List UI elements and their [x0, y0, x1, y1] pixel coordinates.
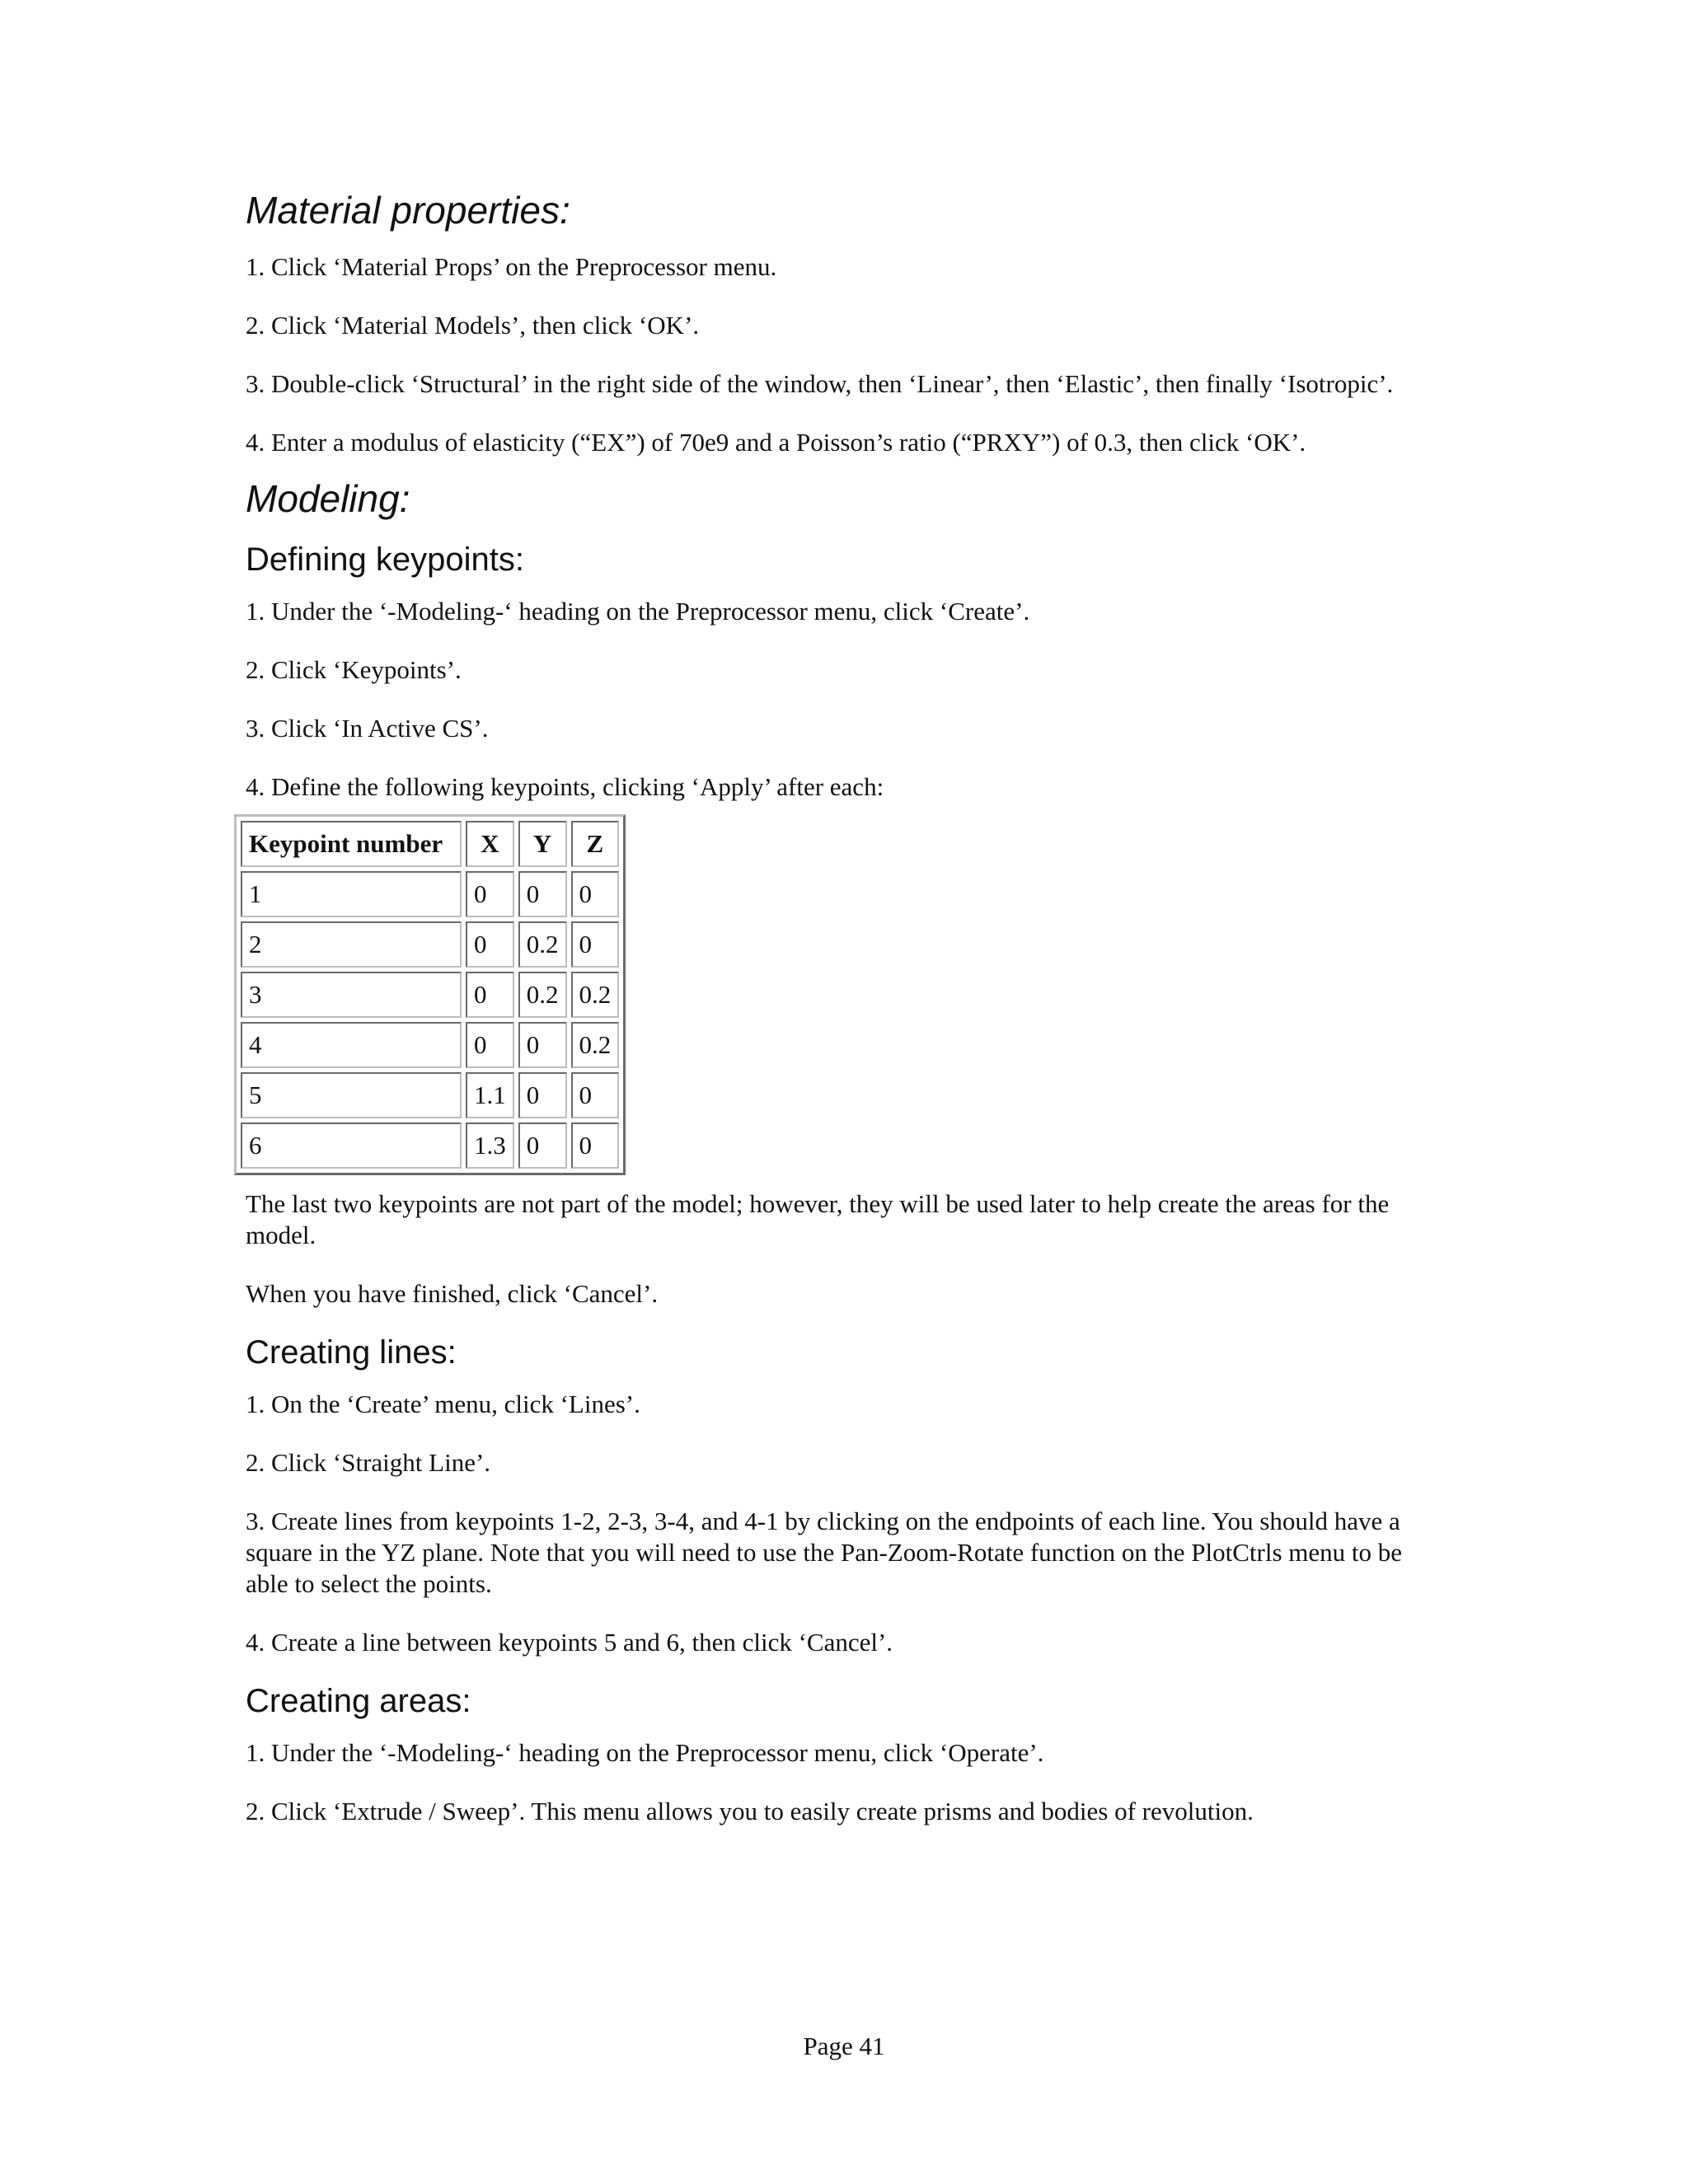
table-cell: 6: [241, 1122, 462, 1169]
table-cell: 4: [241, 1022, 462, 1068]
table-cell: 0: [571, 921, 620, 968]
material-step-1: 1. Click ‘Material Props’ on the Preprocessor menu.: [246, 252, 777, 282]
table-cell: 0.2: [518, 921, 567, 968]
keypoints-note: The last two keypoints are not part of the model; however, they will be used later to help create the areas for the model.: [246, 1189, 1390, 1250]
areas-step-2: 2. Click ‘Extrude / Sweep’. This menu allows you to easily create prisms and bodies of revolution.: [246, 1797, 1254, 1826]
table-cell: 1: [241, 871, 462, 917]
material-step-4: 4. Enter a modulus of elasticity (“EX”) of 70e9 and a Poisson’s ratio (“PRXY”) of 0.3, then click ‘OK’.: [246, 428, 1306, 457]
table-cell: 0: [518, 1122, 567, 1169]
lines-step-4: 4. Create a line between keypoints 5 and 6, then click ‘Cancel’.: [246, 1628, 893, 1657]
table-row: [241, 1072, 619, 1118]
table-cell: 0: [466, 972, 514, 1018]
table-row: [241, 921, 619, 968]
table-cell: 5: [241, 1072, 462, 1118]
table-header-z: Z: [571, 821, 620, 867]
table-cell: 0: [518, 871, 567, 917]
material-step-2: 2. Click ‘Material Models’, then click ‘OK’.: [246, 311, 700, 340]
material-step-3: 3. Double-click ‘Structural’ in the right side of the window, then ‘Linear’, then ‘Elastic’, then finally ‘Isotropic’.: [246, 369, 1394, 399]
table-row: [241, 1022, 619, 1068]
table-cell: 0.2: [518, 972, 567, 1018]
lines-step-2: 2. Click ‘Straight Line’.: [246, 1448, 491, 1478]
table-cell: 0: [571, 1122, 620, 1169]
table-cell: 0: [518, 1072, 567, 1118]
table-cell: 0: [466, 871, 514, 917]
keypoints-table: [234, 814, 626, 1175]
keypoints-step-4: 4. Define the following keypoints, clicking ‘Apply’ after each:: [246, 772, 884, 802]
table-cell: 0: [571, 871, 620, 917]
page-content: [246, 188, 1449, 1854]
table-header-y: Y: [518, 821, 567, 867]
table-row: [241, 1122, 619, 1169]
table-cell: 2: [241, 921, 462, 968]
table-cell: 1.3: [466, 1122, 514, 1169]
keypoints-step-2: 2. Click ‘Keypoints’.: [246, 655, 462, 685]
table-row: [241, 972, 619, 1018]
table-cell: 0.2: [571, 1022, 620, 1068]
heading-modeling: Modeling:: [246, 477, 410, 521]
table-cell: 0: [518, 1022, 567, 1068]
areas-step-1: 1. Under the ‘-Modeling-‘ heading on the Preprocessor menu, click ‘Operate’.: [246, 1738, 1044, 1768]
keypoints-step-1: 1. Under the ‘-Modeling-‘ heading on the Preprocessor menu, click ‘Create’.: [246, 597, 1030, 626]
table-cell: 3: [241, 972, 462, 1018]
heading-creating-lines: Creating lines:: [246, 1334, 457, 1371]
table-cell: 1.1: [466, 1072, 514, 1118]
lines-step-3: 3. Create lines from keypoints 1-2, 2-3, 3-4, and 4-1 by clicking on the endpoints of each line. You should have a square in the YZ plane. Note that you will need to use the Pan-Zoom-Rotate function on the PlotCtrls menu to be able to select the points.: [246, 1507, 1403, 1599]
table-row: [241, 871, 619, 917]
heading-defining-keypoints: Defining keypoints:: [246, 541, 524, 579]
table-header-keypoint-number: Keypoint number: [241, 821, 462, 867]
heading-material-properties: Material properties:: [246, 189, 570, 232]
table-header-x: X: [466, 821, 514, 867]
table-cell: 0: [466, 921, 514, 968]
keypoints-finish: When you have finished, click ‘Cancel’.: [246, 1279, 659, 1309]
keypoints-step-3: 3. Click ‘In Active CS’.: [246, 714, 489, 743]
page-number: Page 41: [803, 2032, 885, 2060]
table-cell: 0.2: [571, 972, 620, 1018]
heading-creating-areas: Creating areas:: [246, 1683, 471, 1720]
table-cell: 0: [466, 1022, 514, 1068]
table-header-row: [241, 821, 619, 867]
lines-step-1: 1. On the ‘Create’ menu, click ‘Lines’.: [246, 1390, 640, 1419]
table-cell: 0: [571, 1072, 620, 1118]
